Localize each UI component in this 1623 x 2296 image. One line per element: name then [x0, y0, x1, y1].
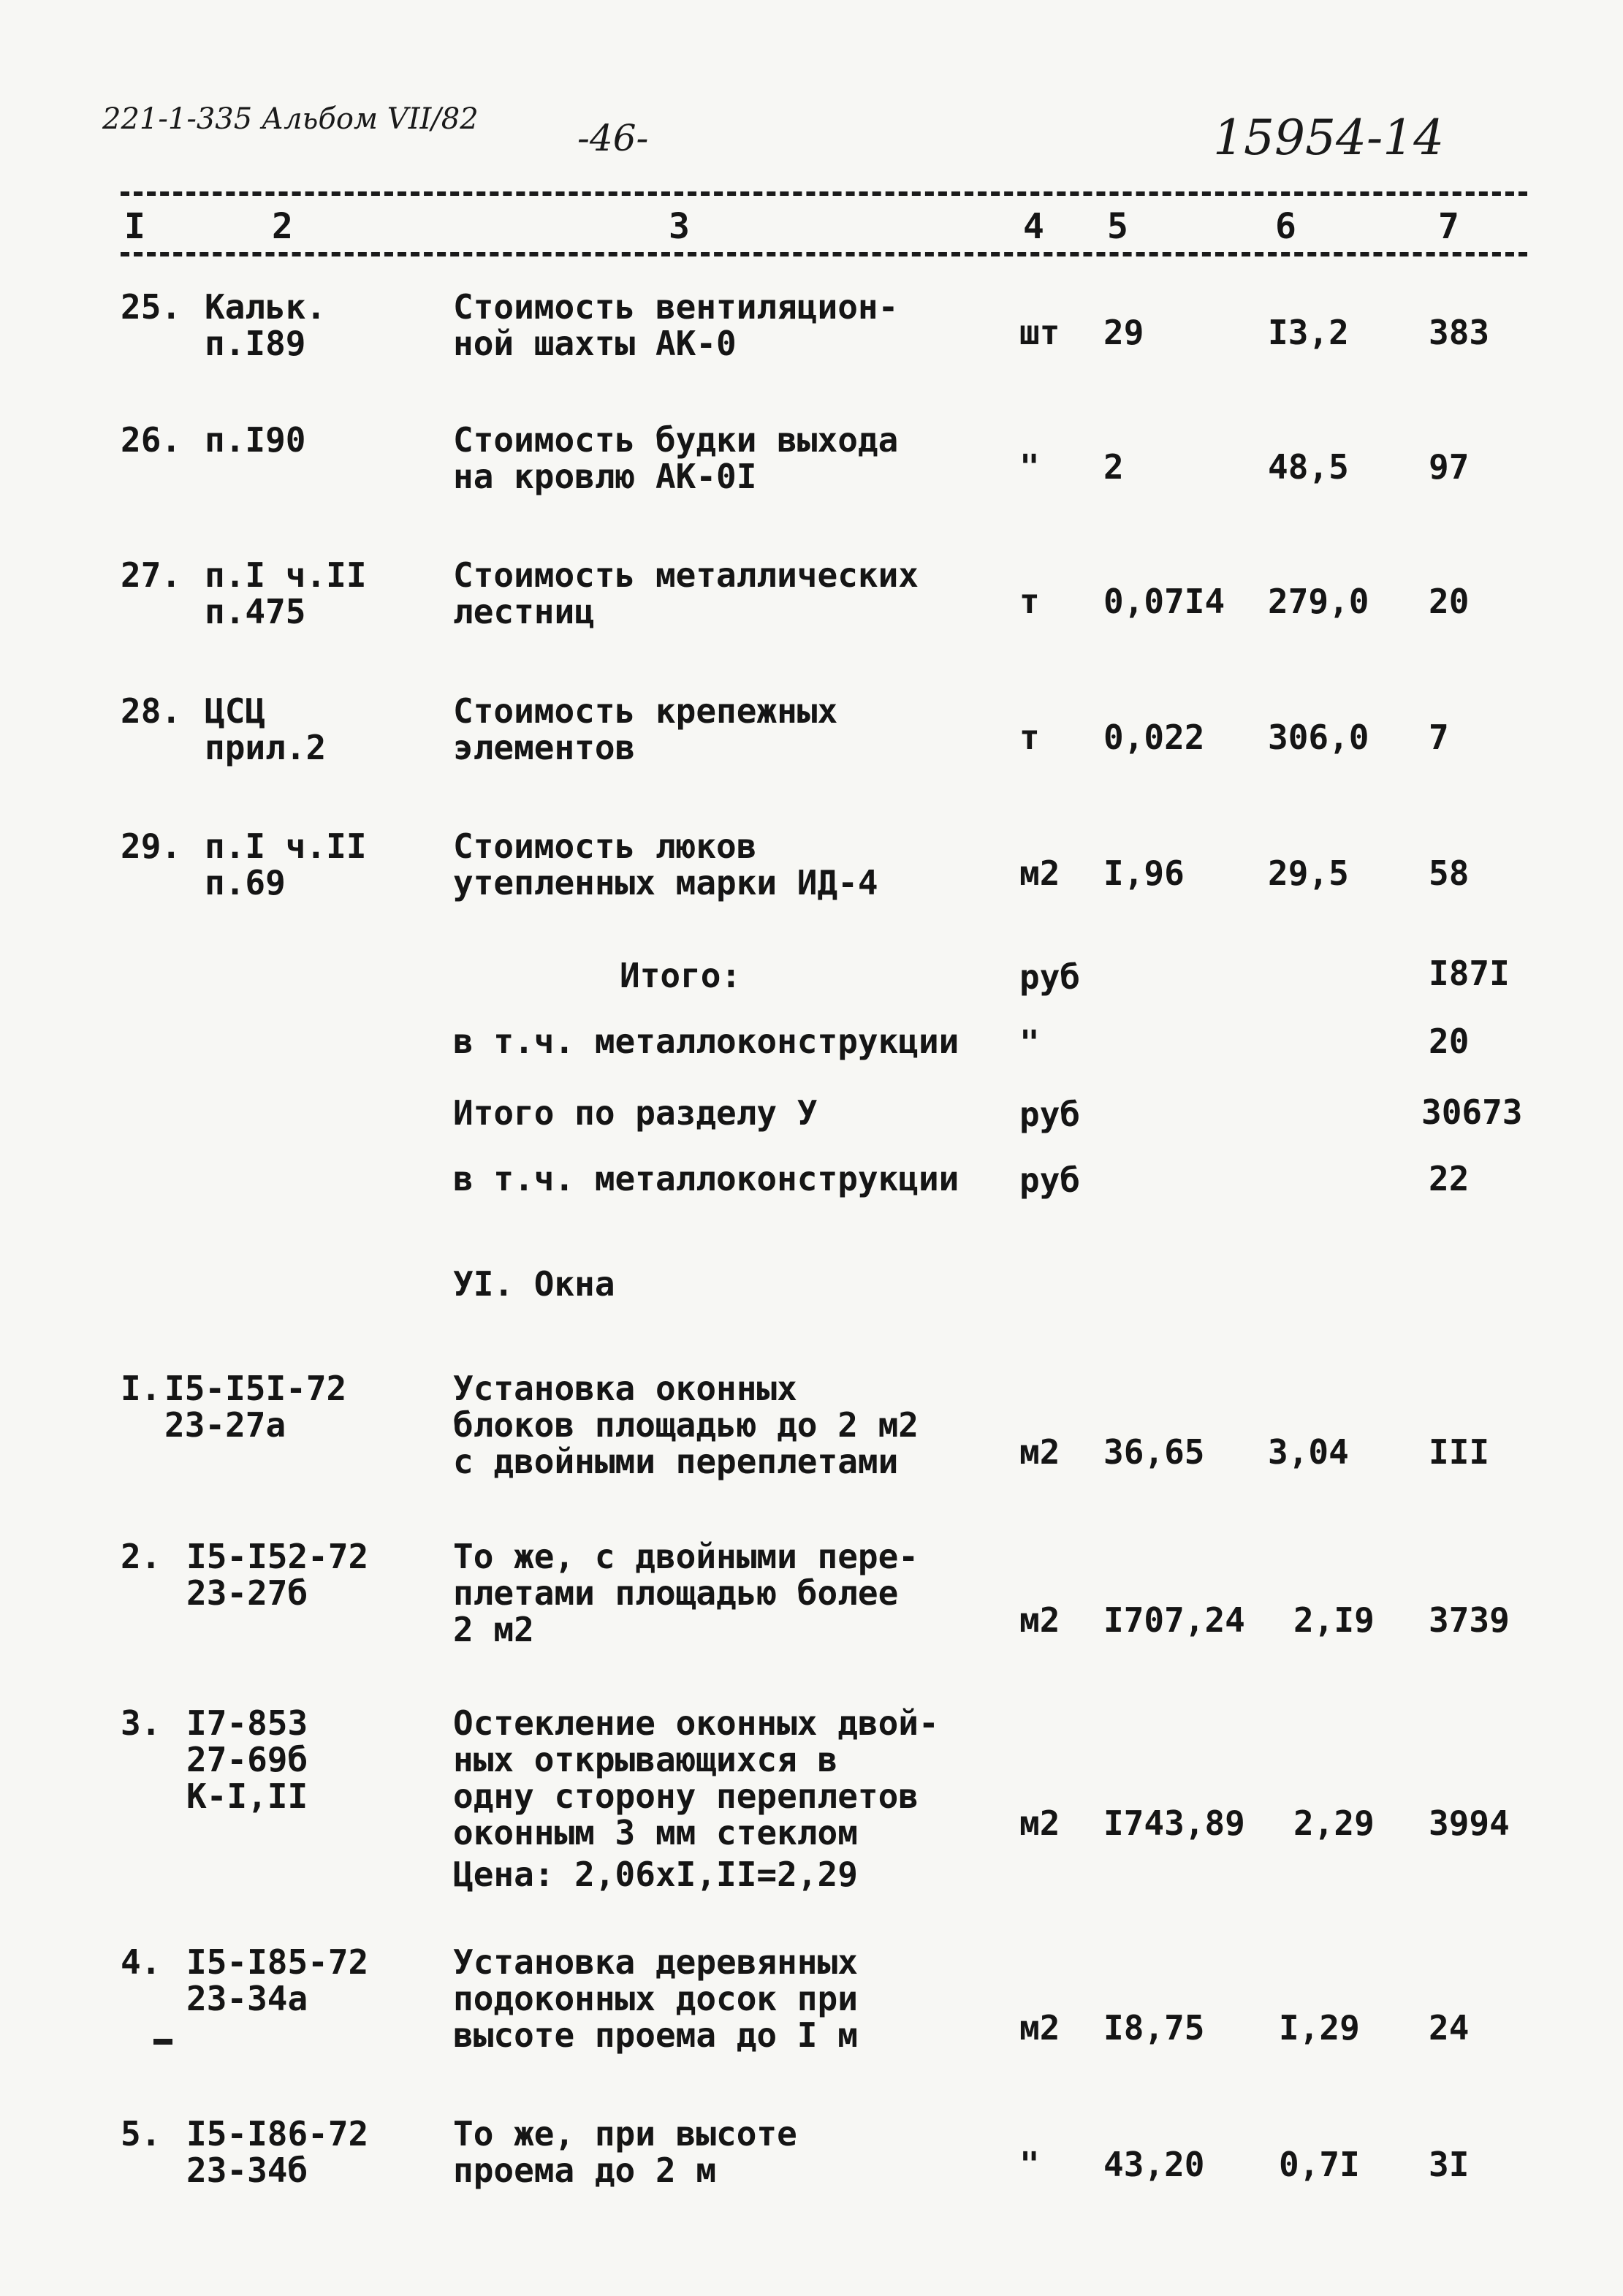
row-reference: п.I ч.II п.69 — [205, 826, 367, 902]
row-total: III — [1429, 1432, 1490, 1472]
column-header-7: 7 — [1438, 206, 1459, 247]
row-description: Стоимость крепежных элементов — [453, 691, 838, 767]
row-unit: м2 — [1019, 2008, 1060, 2048]
totals-label: в т.ч. металлоконструкции — [453, 1159, 959, 1198]
totals-unit: руб — [1019, 957, 1081, 997]
row-price: 306,0 — [1268, 718, 1369, 757]
row-price: 2,29 — [1293, 1803, 1375, 1843]
row-quantity: 0,022 — [1103, 718, 1205, 757]
row-number: 26. — [121, 420, 182, 460]
row-quantity: I8,75 — [1103, 2008, 1205, 2048]
row-number: 5. — [121, 2114, 161, 2154]
header-divider-bottom — [121, 252, 1527, 256]
totals-value: I87I — [1429, 954, 1510, 993]
page-number: -46- — [577, 117, 649, 159]
row-price: 279,0 — [1268, 582, 1369, 621]
row-price: 29,5 — [1268, 854, 1349, 893]
column-header-2: 2 — [272, 206, 293, 247]
row-description: Остекление оконных двой- ных открывающихся в одну сторону переплетов оконным 3 мм стеклом — [453, 1703, 939, 1852]
row-reference: I5-I86-72 23-34б — [186, 2114, 369, 2190]
totals-label: Итого: — [620, 956, 742, 995]
row-unit: т — [1019, 582, 1040, 621]
row-unit: м2 — [1019, 1803, 1060, 1843]
column-header-4: 4 — [1023, 206, 1044, 247]
row-total: 20 — [1429, 582, 1470, 621]
row-number: 28. — [121, 691, 182, 731]
row-unit: " — [1019, 2145, 1040, 2184]
row-description: Стоимость металлических лестниц — [453, 555, 919, 631]
row-quantity: 29 — [1103, 313, 1144, 352]
row-unit: шт — [1019, 313, 1060, 352]
row-reference: I5-I85-72 23-34а — [186, 1942, 369, 2018]
row-reference: I5-I52-72 23-27б — [186, 1537, 369, 1613]
row-total: 3739 — [1429, 1600, 1510, 1640]
row-quantity: 0,07I4 — [1103, 582, 1225, 621]
row-quantity: I707,24 — [1103, 1600, 1245, 1640]
row-quantity: I743,89 — [1103, 1803, 1245, 1843]
row-price: 3,04 — [1268, 1432, 1349, 1472]
row-description: Стоимость вентиляцион- ной шахты АК-0 — [453, 287, 899, 363]
totals-unit: " — [1019, 1023, 1040, 1063]
row-price: I,29 — [1279, 2008, 1360, 2048]
row-number: I. — [121, 1369, 161, 1408]
row-reference: ЦСЦ прил.2 — [205, 691, 327, 767]
row-unit: м2 — [1019, 1600, 1060, 1640]
header-divider-top — [121, 191, 1527, 196]
row-number: 25. — [121, 287, 182, 327]
row-description: Установка деревянных подоконных досок при высоте проема до I м — [453, 1942, 858, 2055]
row-total: 383 — [1429, 313, 1490, 352]
row-quantity: 36,65 — [1103, 1432, 1205, 1472]
row-reference: Кальк. п.I89 — [205, 287, 327, 363]
column-header-1: I — [124, 206, 145, 247]
document-number: 15954-14 — [1213, 110, 1445, 166]
row-reference: I5-I5I-72 23-27а — [164, 1369, 347, 1445]
totals-value: 22 — [1429, 1159, 1470, 1198]
row-total: 97 — [1429, 447, 1470, 487]
row-total: 7 — [1429, 718, 1449, 757]
row-description: Стоимость люков утепленных марки ИД-4 — [453, 826, 878, 902]
row-unit: т — [1019, 718, 1040, 757]
row-description: Установка оконных блоков площадью до 2 м2 с двойными переплетами — [453, 1369, 919, 1481]
row-number: 3. — [121, 1703, 161, 1743]
row-unit: м2 — [1019, 854, 1060, 893]
row-number: 27. — [121, 555, 182, 595]
row-price: I3,2 — [1268, 313, 1349, 352]
totals-value: 20 — [1429, 1022, 1470, 1061]
row-number: 29. — [121, 826, 182, 866]
row-reference: п.I90 — [205, 420, 306, 460]
totals-unit: руб — [1019, 1095, 1081, 1134]
totals-label: в т.ч. металлоконструкции — [453, 1022, 959, 1061]
row-unit: " — [1019, 447, 1040, 487]
row-total: 3994 — [1429, 1803, 1510, 1843]
row-description: Стоимость будки выхода на кровлю АК-0I — [453, 420, 899, 496]
column-header-3: 3 — [669, 206, 690, 247]
row-reference: п.I ч.II п.475 — [205, 555, 367, 631]
row-price: 48,5 — [1268, 447, 1349, 487]
row-number: 4. — [121, 1942, 161, 1982]
dash-mark — [153, 2039, 172, 2045]
totals-value: 30673 — [1421, 1092, 1523, 1132]
row-number: 2. — [121, 1537, 161, 1576]
row-quantity: I,96 — [1103, 854, 1185, 893]
document-code-note: 221-1-335 Альбом VII/82 — [102, 102, 479, 136]
column-header-5: 5 — [1107, 206, 1128, 247]
row-description: То же, с двойными пере- плетами площадью более 2 м2 — [453, 1537, 919, 1649]
section-title: УI. Окна — [453, 1264, 615, 1304]
row-total: 24 — [1429, 2008, 1470, 2048]
price-note: Цена: 2,06хI,II=2,29 — [453, 1855, 858, 1894]
row-description: То же, при высоте проема до 2 м — [453, 2114, 797, 2190]
row-quantity: 43,20 — [1103, 2145, 1205, 2184]
row-quantity: 2 — [1103, 447, 1124, 487]
totals-unit: руб — [1019, 1160, 1081, 1200]
row-price: 2,I9 — [1293, 1600, 1375, 1640]
row-unit: м2 — [1019, 1432, 1060, 1472]
row-total: 3I — [1429, 2145, 1470, 2184]
column-header-6: 6 — [1275, 206, 1296, 247]
row-total: 58 — [1429, 854, 1470, 893]
row-reference: I7-853 27-69б К-I,II — [186, 1703, 308, 1816]
totals-label: Итого по разделу У — [453, 1093, 818, 1133]
row-price: 0,7I — [1279, 2145, 1360, 2184]
